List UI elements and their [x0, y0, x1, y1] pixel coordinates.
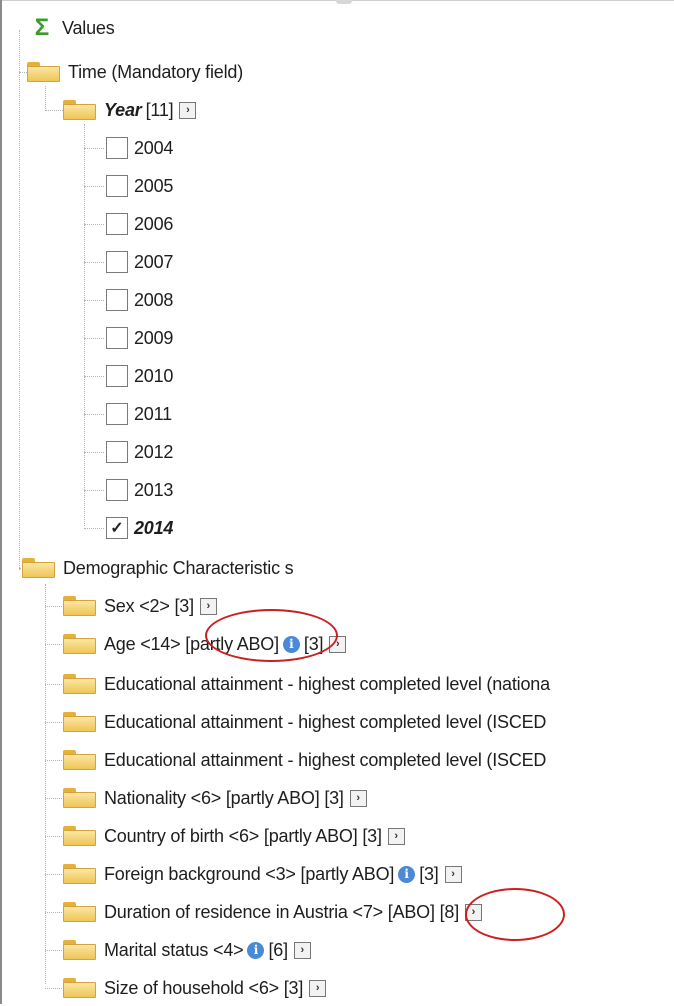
year-option[interactable]	[106, 510, 173, 546]
dimension-label: Age <14> [partly ABO]	[104, 633, 279, 654]
year-label: 2012	[134, 441, 174, 462]
year-option[interactable]	[106, 168, 173, 204]
folder-icon	[63, 596, 96, 616]
dimension-label: Size of household <6> [3]	[104, 977, 304, 998]
info-icon[interactable]: i	[283, 636, 300, 653]
tree-connector	[45, 874, 62, 875]
dimension-label: Educational attainment - highest completed level (nationa	[104, 673, 550, 694]
dimension-item[interactable]	[63, 780, 367, 816]
folder-icon	[63, 902, 96, 922]
dimension-item[interactable]	[63, 818, 405, 854]
dimension-item[interactable]	[63, 704, 546, 740]
year-label: 2006	[134, 213, 174, 234]
tree-node-time[interactable]	[27, 54, 243, 90]
folder-icon	[27, 62, 60, 82]
folder-icon	[63, 634, 96, 654]
panel-left-border	[0, 0, 2, 1004]
annotation-circle-abo	[465, 888, 565, 941]
year-checkbox[interactable]	[106, 289, 128, 311]
year-checkbox[interactable]	[106, 175, 128, 197]
folder-icon	[63, 100, 96, 120]
folder-icon	[22, 558, 55, 578]
year-label: 2010	[134, 365, 174, 386]
tree-connector	[45, 950, 62, 951]
year-option[interactable]	[106, 320, 173, 356]
dimension-item[interactable]	[63, 742, 546, 778]
tree-connector	[84, 414, 104, 415]
folder-icon	[63, 788, 96, 808]
tree-node-year[interactable]	[63, 92, 196, 128]
annotation-circle-partly-abo	[205, 609, 338, 662]
tree-node-label: Year	[104, 99, 142, 120]
expand-arrow-icon[interactable]: ›	[329, 636, 346, 653]
tree-connector	[45, 684, 62, 685]
dimension-item[interactable]	[63, 666, 550, 702]
tree-connector	[84, 148, 104, 149]
tree-connector	[84, 338, 104, 339]
tree-connector	[84, 300, 104, 301]
expand-arrow-icon[interactable]: ›	[445, 866, 462, 883]
tree-connector	[45, 912, 62, 913]
expand-arrow-icon[interactable]: ›	[200, 598, 217, 615]
dimension-item[interactable]	[63, 856, 462, 892]
year-label: 2014	[134, 517, 174, 538]
folder-icon	[63, 674, 96, 694]
dimension-label: Sex <2> [3]	[104, 595, 194, 616]
expand-arrow-icon[interactable]: ›	[294, 942, 311, 959]
year-checkbox[interactable]	[106, 137, 128, 159]
folder-icon	[63, 864, 96, 884]
tree-connector	[45, 644, 62, 645]
year-checkbox[interactable]	[106, 251, 128, 273]
expand-arrow-icon[interactable]: ›	[465, 904, 482, 921]
expand-arrow-icon[interactable]: ›	[309, 980, 326, 997]
expand-arrow-icon[interactable]: ›	[350, 790, 367, 807]
tree-connector	[84, 262, 104, 263]
dimension-label: Educational attainment - highest completed level (ISCED	[104, 749, 547, 770]
folder-icon	[63, 750, 96, 770]
year-checkbox[interactable]	[106, 213, 128, 235]
info-icon[interactable]: i	[398, 866, 415, 883]
folder-icon	[63, 712, 96, 732]
folder-icon	[63, 978, 96, 998]
tree-connector	[45, 836, 62, 837]
dimension-count: [6]	[268, 939, 288, 960]
tree-node-values[interactable]	[30, 10, 115, 46]
tree-connector	[45, 110, 63, 111]
tree-connector	[84, 376, 104, 377]
tree-node-label: Values	[62, 17, 115, 38]
year-option[interactable]	[106, 244, 173, 280]
year-checkbox[interactable]	[106, 441, 128, 463]
year-option[interactable]	[106, 206, 173, 242]
tree-connector	[19, 30, 20, 570]
tree-node-label: Time (Mandatory field)	[68, 61, 243, 82]
dimension-item[interactable]	[63, 894, 482, 930]
folder-icon	[63, 826, 96, 846]
tree-connector	[45, 988, 62, 989]
dimension-label: Nationality <6> [partly ABO] [3]	[104, 787, 344, 808]
year-label: 2004	[134, 137, 174, 158]
dimension-label: Foreign background <3> [partly ABO]	[104, 863, 395, 884]
year-label: 2009	[134, 327, 174, 348]
tree-connector	[45, 760, 62, 761]
tree-connector	[84, 452, 104, 453]
folder-icon	[63, 940, 96, 960]
expand-arrow-icon[interactable]: ›	[179, 102, 196, 119]
sigma-icon: Σ	[34, 14, 50, 41]
tree-connector	[19, 72, 27, 73]
dimension-label: Educational attainment - highest completed level (ISCED	[104, 711, 547, 732]
dimension-label: Duration of residence in Austria <7> [ABO] [8]	[104, 901, 460, 922]
tree-connector	[84, 124, 85, 526]
tree-node-demographic[interactable]	[22, 550, 293, 586]
year-checkbox[interactable]	[106, 365, 128, 387]
year-label: 2007	[134, 251, 174, 272]
year-option[interactable]	[106, 434, 173, 470]
dimension-label: Marital status <4>	[104, 939, 244, 960]
year-option[interactable]	[106, 130, 173, 166]
tree-connector	[84, 528, 104, 529]
year-label: 2013	[134, 479, 174, 500]
tree-connector	[84, 224, 104, 225]
year-checkbox[interactable]: ✓	[106, 517, 128, 539]
expand-arrow-icon[interactable]: ›	[388, 828, 405, 845]
year-checkbox[interactable]	[106, 403, 128, 425]
dimension-item[interactable]	[63, 588, 217, 624]
year-label: 2008	[134, 289, 174, 310]
info-icon[interactable]: i	[247, 942, 264, 959]
tree-connector	[45, 606, 62, 607]
dimension-count: [3]	[419, 863, 439, 884]
tree-connector	[84, 186, 104, 187]
tree-node-label: Demographic Characteristic s	[63, 557, 294, 578]
dimension-item[interactable]	[63, 970, 326, 1006]
dimension-count: [3]	[303, 633, 324, 654]
tree-connector	[45, 798, 62, 799]
year-checkbox[interactable]	[106, 479, 128, 501]
tree-connector	[45, 722, 62, 723]
dimension-item[interactable]	[63, 932, 311, 968]
scroll-grip[interactable]	[336, 0, 352, 4]
year-option[interactable]	[106, 282, 173, 318]
year-option[interactable]	[106, 396, 172, 432]
year-label: 2005	[134, 175, 174, 196]
year-label: 2011	[134, 403, 172, 424]
item-count: [11]	[145, 99, 174, 120]
year-option[interactable]	[106, 358, 173, 394]
dimension-label: Country of birth <6> [partly ABO] [3]	[104, 825, 382, 846]
year-option[interactable]	[106, 472, 173, 508]
tree-connector	[84, 490, 104, 491]
year-checkbox[interactable]	[106, 327, 128, 349]
